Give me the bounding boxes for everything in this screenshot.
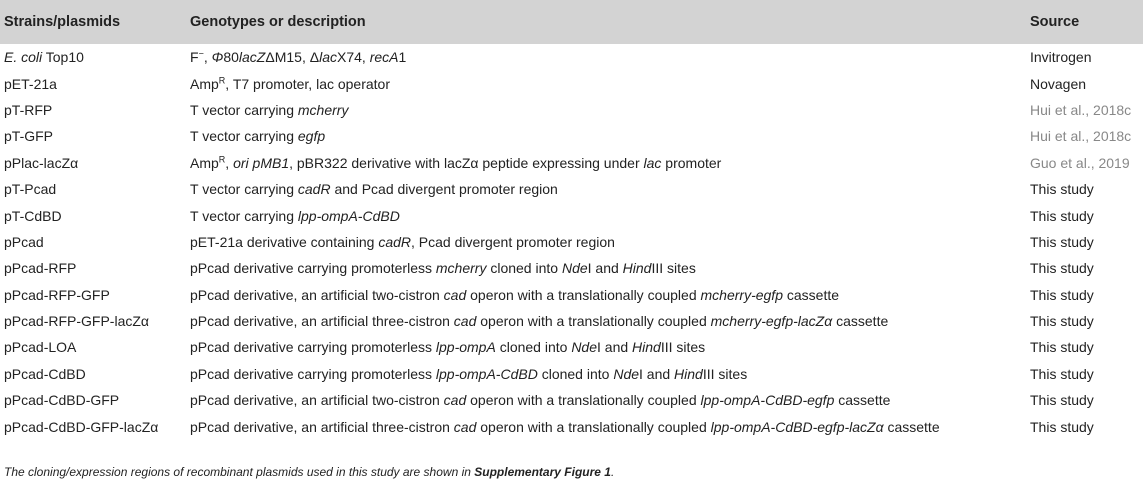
- genotype-cell: Amp$^R$, T7 promoter, lac operator: [190, 74, 391, 92]
- genotype-cell: T vector carrying egfp: [190, 128, 326, 145]
- strain-cell: pPcad-RFP: [4, 260, 77, 277]
- strain-cell: pPcad-CdBD-GFP-lacZα: [4, 418, 159, 435]
- table-row: [0, 97, 1143, 123]
- genotype-cell: T vector carrying lpp-ompA-CdBD: [190, 207, 400, 224]
- table-footnote: The cloning/expression regions of recombinant plasmids used in this study are shown in Supplementary Figure 1.: [4, 465, 615, 479]
- strain-cell: pPcad-LOA: [4, 339, 77, 356]
- table-row: [0, 255, 1143, 281]
- strain-cell: pPcad-CdBD: [4, 365, 86, 382]
- table-row: [0, 176, 1143, 202]
- source-cell: Guo et al., 2019: [1030, 154, 1130, 171]
- source-cell: This study: [1030, 339, 1094, 356]
- table-row: [0, 44, 1143, 70]
- strain-cell: pET-21a: [4, 75, 57, 92]
- strain-cell: pPcad-CdBD-GFP: [4, 392, 120, 409]
- source-cell: This study: [1030, 233, 1094, 250]
- source-cell: This study: [1030, 207, 1094, 224]
- strain-cell: pT-RFP: [4, 101, 53, 118]
- genotype-cell: Amp$^R$, ori pMB1, pBR322 derivative with lacZα peptide expressing under lac promoter: [190, 154, 722, 171]
- genotype-cell: pPcad derivative, an artificial three-cistron cad operon with a translationally coupled mcherry-egfp-lacZα cassette: [190, 313, 889, 330]
- strain-cell: pPcad-RFP-GFP: [4, 286, 110, 303]
- table-row: [0, 387, 1143, 413]
- table-row: [0, 334, 1143, 360]
- genotype-cell: pET-21a derivative containing cadR, Pcad divergent promoter region: [190, 233, 615, 250]
- header-strains: Strains/plasmids: [4, 14, 121, 30]
- genotype-cell: pPcad derivative, an artificial three-cistron cad operon with a translationally coupled lpp-ompA-CdBD-egfp-lacZα cassette: [190, 418, 940, 435]
- table-row: [0, 202, 1143, 228]
- source-cell: This study: [1030, 418, 1094, 435]
- source-cell: This study: [1030, 260, 1094, 277]
- genotype-cell: T vector carrying cadR and Pcad divergent promoter region: [190, 181, 558, 198]
- source-cell: Hui et al., 2018c: [1030, 101, 1132, 118]
- genotype-cell: pPcad derivative, an artificial two-cistron cad operon with a translationally coupled lpp-ompA-CdBD-egfp cassette: [190, 392, 891, 409]
- table-row: [0, 308, 1143, 334]
- source-cell: This study: [1030, 181, 1094, 198]
- genotype-cell: F−, Φ80lacZΔM15, ΔlacX74, recA1: [190, 48, 407, 66]
- strain-cell: pT-GFP: [4, 128, 54, 145]
- table-row: [0, 282, 1143, 308]
- source-cell: This study: [1030, 365, 1094, 382]
- genotype-cell: pPcad derivative, an artificial two-cistron cad operon with a translationally coupled mcherry-egfp cassette: [190, 286, 840, 303]
- genotype-cell: pPcad derivative carrying promoterless mcherry cloned into NdeI and HindIII sites: [190, 260, 696, 277]
- strain-cell: pPcad-RFP-GFP-lacZα: [4, 313, 150, 330]
- header-genotype: Genotypes or description: [190, 14, 366, 30]
- source-cell: Invitrogen: [1030, 49, 1092, 66]
- strain-cell: pT-CdBD: [4, 207, 62, 224]
- source-cell: This study: [1030, 392, 1094, 409]
- source-cell: Novagen: [1030, 75, 1087, 92]
- genotype-cell: pPcad derivative carrying promoterless lpp-ompA cloned into NdeI and HindIII sites: [190, 339, 706, 356]
- source-cell: This study: [1030, 286, 1094, 303]
- table-body: [0, 44, 1143, 440]
- table-row: [0, 123, 1143, 149]
- table-header: [0, 0, 1143, 44]
- genotype-cell: pPcad derivative carrying promoterless lpp-ompA-CdBD cloned into NdeI and HindIII sites: [190, 365, 748, 382]
- genotype-cell: T vector carrying mcherry: [190, 101, 349, 118]
- source-cell: Hui et al., 2018c: [1030, 128, 1132, 145]
- table-row: [0, 70, 1143, 96]
- strain-cell: pPcad: [4, 233, 44, 250]
- strain-cell: E. coli Top10: [4, 49, 84, 66]
- strain-cell: pT-Pcad: [4, 181, 57, 198]
- source-cell: This study: [1030, 313, 1094, 330]
- strain-cell: pPlac-lacZα: [4, 154, 79, 171]
- table-row: [0, 229, 1143, 255]
- table-row: [0, 150, 1143, 176]
- table-row: [0, 361, 1143, 387]
- header-source: Source: [1030, 14, 1080, 30]
- table-row: [0, 413, 1143, 439]
